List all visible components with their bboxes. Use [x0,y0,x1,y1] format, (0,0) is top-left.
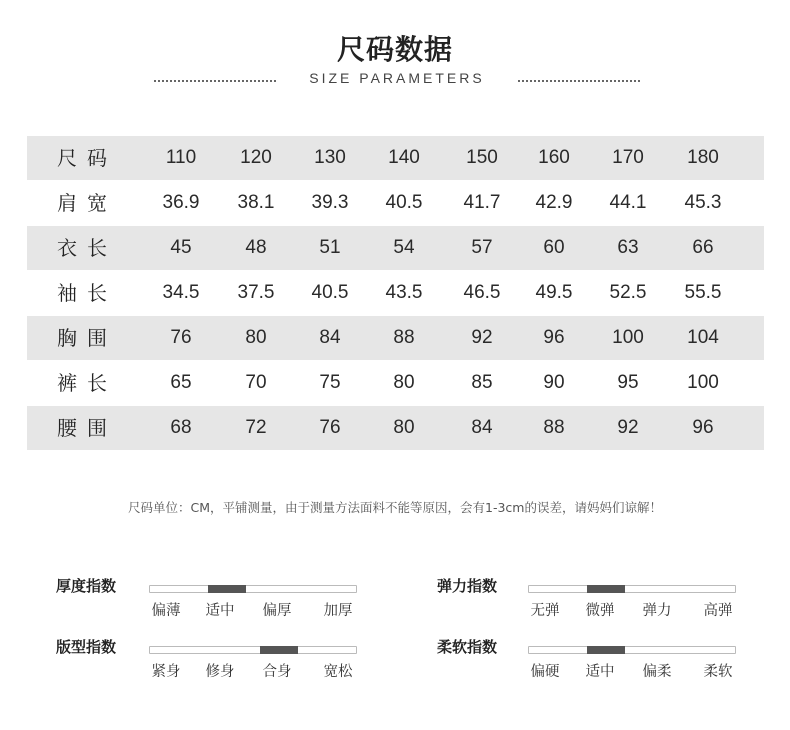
index-elasticity [437,575,777,625]
index-option: 适中 [205,603,235,619]
table-cell: 70 [245,372,267,393]
table-cell: 40.5 [385,192,423,213]
table-cell: 43.5 [385,282,423,303]
table-cell: 72 [245,417,267,438]
table-row-chest [27,316,764,360]
row-label: 尺码 [57,146,117,170]
index-option: 偏厚 [262,603,292,619]
row-label: 肩宽 [57,191,117,215]
index-name: 版型指数 [56,638,117,656]
table-row-pants-length [27,361,764,405]
table-cell: 130 [314,147,346,168]
index-option: 修身 [205,664,235,680]
table-cell: 180 [687,147,719,168]
index-scale-marker [208,585,246,593]
table-row-size [27,136,764,180]
table-cell: 68 [170,417,192,438]
index-scale-track [149,646,357,654]
index-option: 偏硬 [530,664,560,680]
index-option: 适中 [585,664,615,680]
table-cell: 80 [393,417,415,438]
index-softness [437,636,777,686]
row-label: 衣长 [57,236,117,260]
table-row-waist [27,406,764,450]
index-option: 偏柔 [642,664,672,680]
table-cell: 96 [692,417,714,438]
index-option: 弹力 [642,603,672,619]
table-cell: 76 [170,327,192,348]
table-cell: 95 [617,372,639,393]
table-cell: 49.5 [535,282,573,303]
subtitle-row [0,70,790,92]
table-cell: 140 [388,147,420,168]
table-cell: 51 [319,237,341,258]
index-thickness [56,575,396,625]
table-cell: 63 [617,237,639,258]
table-cell: 52.5 [609,282,647,303]
table-cell: 100 [612,327,644,348]
table-cell: 57 [471,237,493,258]
table-cell: 120 [240,147,272,168]
table-cell: 84 [471,417,493,438]
index-option: 无弹 [530,603,560,619]
measurement-note: 尺码单位：CM，平铺测量，由于测量方法面料不能等原因，会有1-3cm的误差，请妈妈们谅解！ [128,500,662,515]
table-cell: 96 [543,327,565,348]
index-scale-marker [587,585,625,593]
table-cell: 160 [538,147,570,168]
table-cell: 44.1 [609,192,647,213]
table-cell: 104 [687,327,719,348]
table-row-shoulder [27,181,764,225]
index-scale-marker [587,646,625,654]
table-cell: 100 [687,372,719,393]
table-cell: 75 [319,372,341,393]
table-cell: 45.3 [684,192,722,213]
table-cell: 45 [170,237,192,258]
table-cell: 170 [612,147,644,168]
table-cell: 38.1 [237,192,275,213]
table-cell: 150 [466,147,498,168]
index-name: 柔软指数 [437,638,498,656]
row-label: 袖长 [57,281,117,305]
table-cell: 36.9 [162,192,200,213]
table-cell: 92 [471,327,493,348]
table-cell: 80 [393,372,415,393]
table-cell: 41.7 [463,192,501,213]
table-cell: 46.5 [463,282,501,303]
table-row-sleeve [27,271,764,315]
index-option: 加厚 [323,603,353,619]
index-name: 弹力指数 [437,577,498,595]
row-label: 裤长 [57,371,117,395]
table-cell: 88 [393,327,415,348]
index-fit [56,636,396,686]
table-cell: 65 [170,372,192,393]
index-scale-marker [260,646,298,654]
table-cell: 40.5 [311,282,349,303]
table-cell: 37.5 [237,282,275,303]
table-row-length [27,226,764,270]
table-cell: 66 [692,237,714,258]
table-cell: 42.9 [535,192,573,213]
dotted-divider-right [518,80,640,82]
index-option: 微弹 [585,603,615,619]
index-option: 偏薄 [151,603,181,619]
index-scale-track [528,585,736,593]
index-option: 宽松 [323,664,353,680]
index-option: 紧身 [151,664,181,680]
table-cell: 85 [471,372,493,393]
table-cell: 60 [543,237,565,258]
row-label: 胸围 [57,326,117,350]
table-cell: 110 [165,147,197,168]
table-cell: 39.3 [311,192,349,213]
page-title: 尺码数据 [336,33,453,66]
table-cell: 48 [245,237,267,258]
index-scale-track [149,585,357,593]
index-option: 合身 [262,664,292,680]
page-subtitle: SIZE PARAMETERS [309,70,485,86]
index-option: 柔软 [703,664,733,680]
row-label: 腰围 [57,416,117,440]
table-cell: 90 [543,372,565,393]
table-cell: 88 [543,417,565,438]
table-cell: 92 [617,417,639,438]
dotted-divider-left [154,80,276,82]
table-cell: 54 [393,237,415,258]
table-cell: 84 [319,327,341,348]
table-cell: 55.5 [684,282,722,303]
index-name: 厚度指数 [56,577,117,595]
table-cell: 76 [319,417,341,438]
table-cell: 34.5 [162,282,200,303]
index-option: 高弹 [703,603,733,619]
table-cell: 80 [245,327,267,348]
index-scale-track [528,646,736,654]
